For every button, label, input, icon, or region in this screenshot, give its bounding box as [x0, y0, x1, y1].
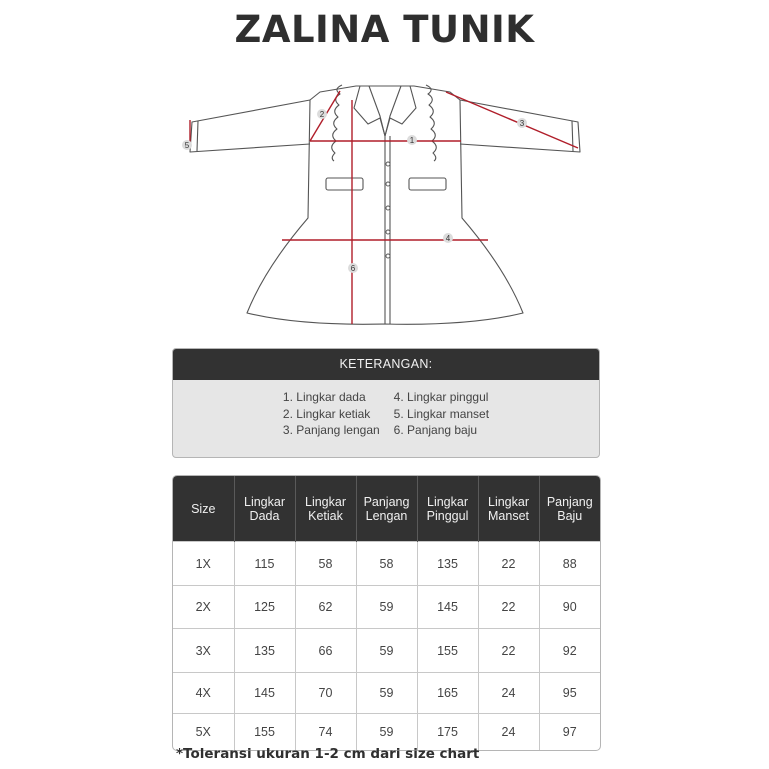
table-cell: 125: [234, 586, 295, 629]
table-row: [173, 542, 600, 586]
table-cell: 66: [295, 629, 356, 673]
legend-heading: KETERANGAN:: [173, 349, 599, 380]
marker-4: 4: [445, 234, 451, 243]
legend-item: 6. Panjang baju: [393, 423, 478, 437]
tunic-sketch: [170, 78, 600, 334]
legend-item: 3. Panjang lengan: [282, 423, 380, 437]
marker-1: 1: [409, 136, 415, 145]
table-cell: 155: [417, 629, 478, 673]
table-cell: 59: [356, 673, 417, 714]
table-cell: 62: [295, 586, 356, 629]
table-row: [173, 673, 600, 714]
table-cell: 22: [478, 629, 539, 673]
header-panjang-lengan: Panjang Lengan: [356, 476, 417, 542]
table-cell: 1X: [173, 542, 234, 586]
table-cell: 92: [539, 629, 600, 673]
header-size: Size: [173, 476, 234, 542]
header-lingkar-dada: Lingkar Dada: [234, 476, 295, 542]
header-lingkar-ketiak: Lingkar Ketiak: [295, 476, 356, 542]
table-cell: 74: [295, 714, 356, 751]
table-cell: 59: [356, 714, 417, 751]
table-cell: 145: [234, 673, 295, 714]
table-cell: 22: [478, 586, 539, 629]
table-cell: 145: [417, 586, 478, 629]
table-cell: 24: [478, 714, 539, 751]
size-chart-table: [172, 475, 601, 751]
legend-item: 4. Lingkar pinggul: [393, 390, 489, 404]
table-cell: 70: [295, 673, 356, 714]
table-cell: 5X: [173, 714, 234, 751]
table-cell: 4X: [173, 673, 234, 714]
table-cell: 59: [356, 586, 417, 629]
marker-5: 5: [184, 141, 190, 150]
header-lingkar-pinggul: Lingkar Pinggul: [417, 476, 478, 542]
table-cell: 58: [295, 542, 356, 586]
table-cell: 3X: [173, 629, 234, 673]
legend-item: 5. Lingkar manset: [393, 406, 490, 421]
legend-column-left: [283, 389, 380, 439]
marker-2: 2: [319, 110, 325, 119]
table-row: [173, 714, 600, 751]
table-row: [173, 586, 600, 629]
table-cell: 115: [234, 542, 295, 586]
table-cell: 24: [478, 673, 539, 714]
legend-item: 2. Lingkar ketiak: [282, 406, 371, 421]
table-cell: 155: [234, 714, 295, 751]
page-title: ZALINA TUNIK: [234, 8, 535, 51]
table-cell: 97: [539, 714, 600, 751]
marker-3: 3: [519, 119, 525, 128]
table-cell: 175: [417, 714, 478, 751]
table-cell: 135: [417, 542, 478, 586]
table-cell: 90: [539, 586, 600, 629]
table-cell: 59: [356, 629, 417, 673]
marker-6: 6: [350, 264, 356, 273]
table-cell: 2X: [173, 586, 234, 629]
table-cell: 22: [478, 542, 539, 586]
table-cell: 58: [356, 542, 417, 586]
legend-column-right: [394, 389, 489, 439]
legend-box: [172, 348, 600, 458]
table-cell: 88: [539, 542, 600, 586]
header-lingkar-manset: Lingkar Manset: [478, 476, 539, 542]
table-cell: 165: [417, 673, 478, 714]
table-cell: 135: [234, 629, 295, 673]
table-row: [173, 629, 600, 673]
table-header-row: [173, 476, 600, 542]
tolerance-note: *Toleransi ukuran 1-2 cm dari size chart: [176, 746, 480, 762]
table-cell: 95: [539, 673, 600, 714]
legend-item: 1. Lingkar dada: [282, 390, 366, 404]
header-panjang-baju: Panjang Baju: [539, 476, 600, 542]
